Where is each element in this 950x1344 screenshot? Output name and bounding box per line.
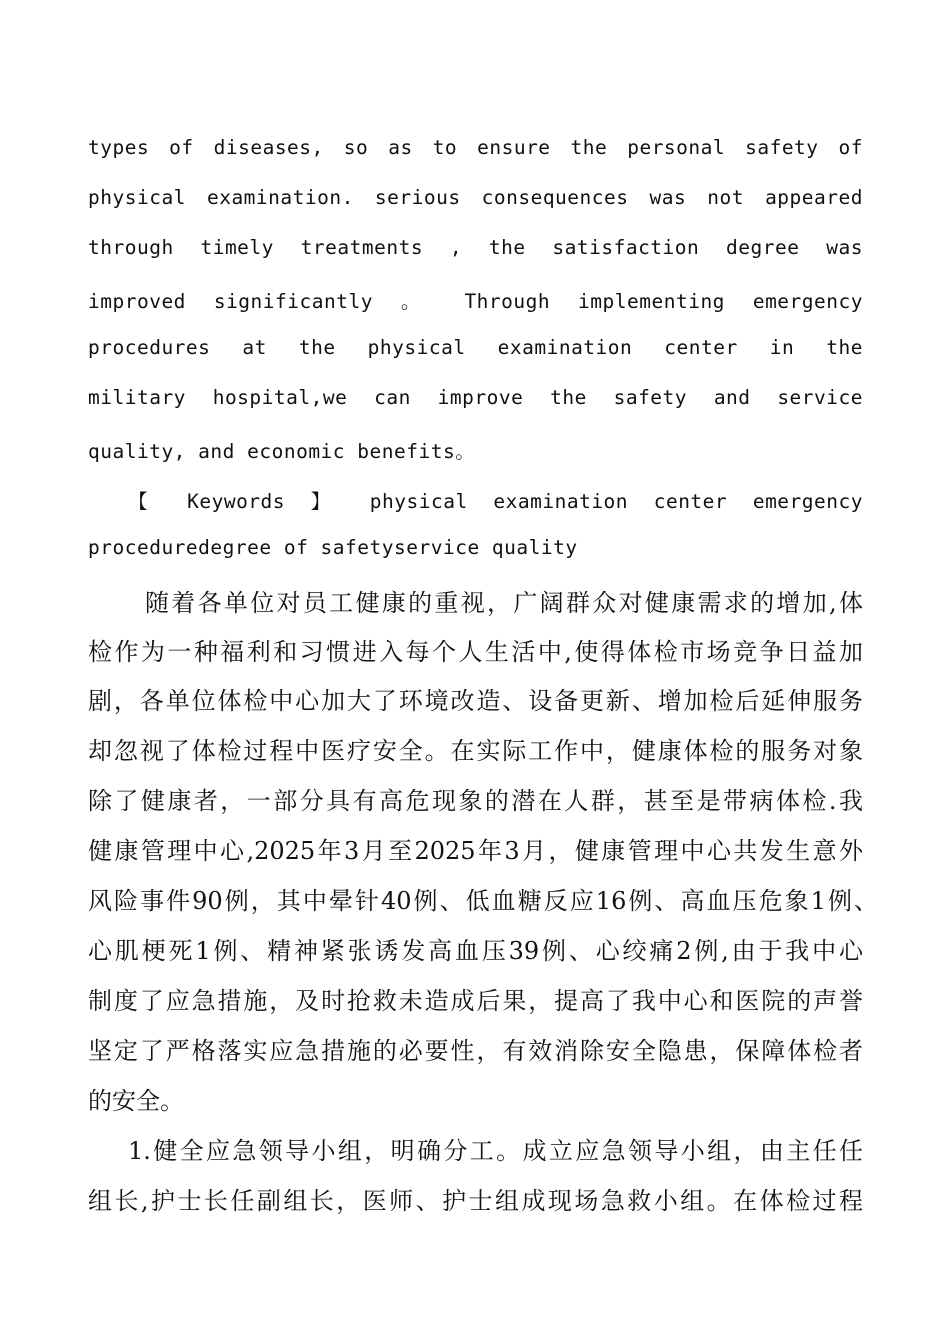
- body-line: 心肌梗死1例、精神紧张诱发高血压39例、心绞痛2例,由于我中心: [88, 937, 863, 965]
- body-line: 剧，各单位体检中心加大了环境改造、设备更新、增加检后延伸服务: [88, 687, 863, 715]
- body-line: 随着各单位对员工健康的重视，广阔群众对健康需求的增加,体: [145, 589, 863, 617]
- body-line: 却忽视了体检过程中医疗安全。在实际工作中，健康体检的服务对象: [88, 737, 863, 765]
- keywords-line: proceduredegree of safetyservice quality: [88, 536, 578, 559]
- body-line: 健康管理中心,2025年3月至2025年3月，健康管理中心共发生意外: [88, 837, 863, 865]
- abstract-line: physical examination. serious consequences was not appeared: [88, 186, 863, 209]
- section-line: 1.健全应急领导小组，明确分工。成立应急领导小组，由主任任: [128, 1137, 863, 1165]
- body-line: 的安全。: [88, 1087, 184, 1115]
- section-line: 组长,护士长任副组长，医师、护士组成现场急救小组。在体检过程: [88, 1187, 863, 1215]
- abstract-line: through timely treatments , the satisfaction degree was: [88, 236, 863, 259]
- body-line: 制度了应急措施，及时抢救未造成后果，提高了我中心和医院的声誉: [88, 987, 863, 1015]
- abstract-line: procedures at the physical examination center in the: [88, 336, 863, 359]
- body-line: 除了健康者，一部分具有高危现象的潜在人群，甚至是带病体检.我: [88, 787, 863, 815]
- abstract-line: quality, and economic benefits。: [88, 440, 476, 463]
- body-line: 坚定了严格落实应急措施的必要性，有效消除安全隐患，保障体检者: [88, 1037, 863, 1065]
- body-line: 风险事件90例，其中晕针40例、低血糖反应16例、高血压危象1例、: [88, 887, 878, 915]
- keywords-line: 【 Keywords 】 physical examination center emergency: [128, 490, 863, 513]
- body-line: 检作为一种福利和习惯进入每个人生活中,使得体检市场竞争日益加: [88, 638, 863, 666]
- abstract-line: improved significantly 。 Through implementing emergency: [88, 290, 863, 313]
- abstract-line: military hospital,we can improve the safety and service: [88, 386, 863, 409]
- abstract-line: types of diseases, so as to ensure the personal safety of: [88, 136, 863, 159]
